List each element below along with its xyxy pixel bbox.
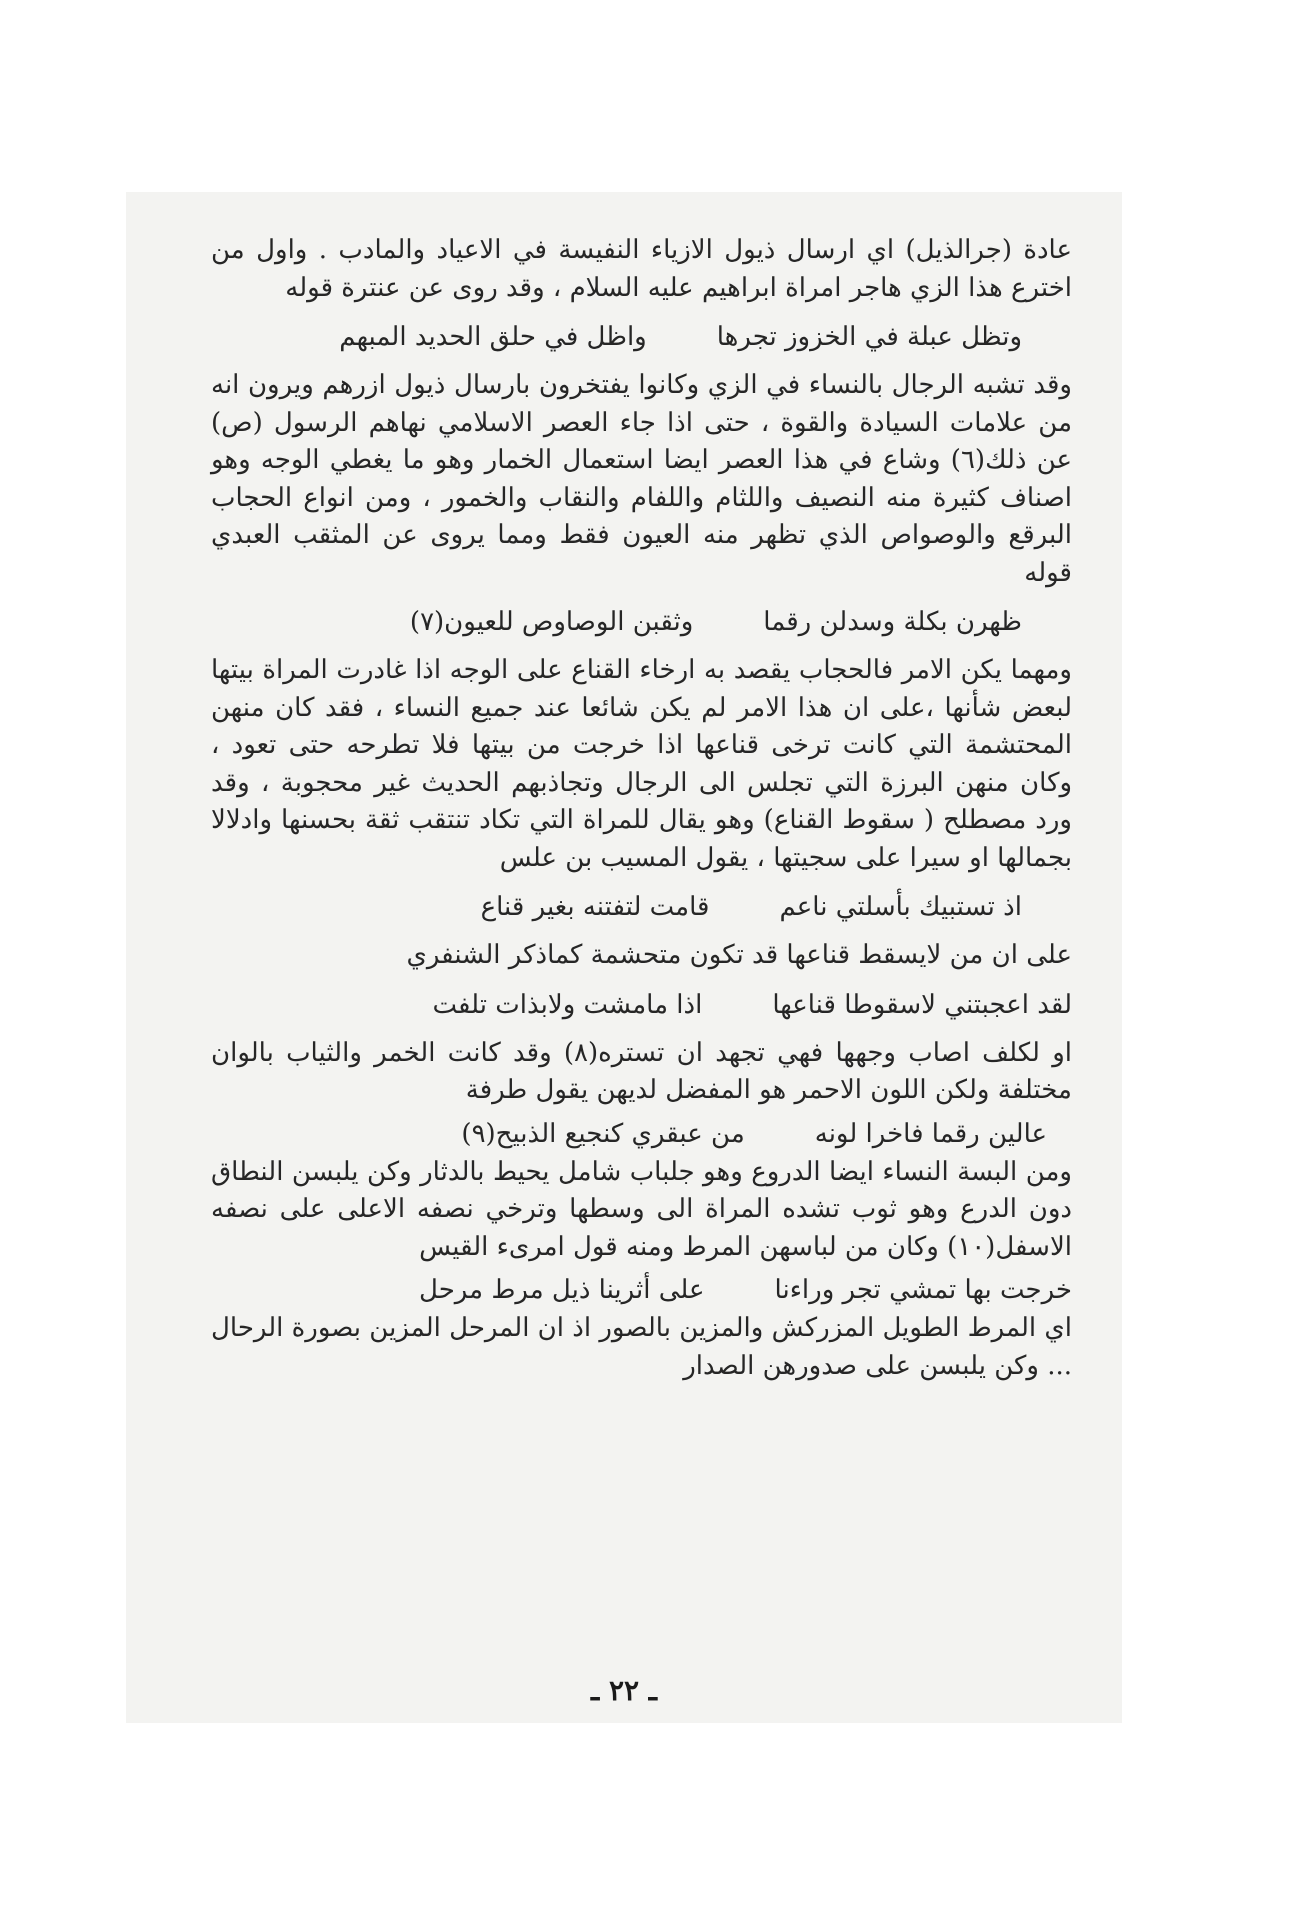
verse-second-hemistich: وثقبن الوصاوص للعيون(٧) — [409, 607, 694, 637]
verse-second-hemistich: من عبقري كنجيع الذبيح(٩) — [461, 1118, 745, 1149]
verse-second-hemistich: قامت لتفتنه بغير قناع — [480, 892, 710, 922]
paragraph-colors: او لكلف اصاب وجهها فهي تجهد ان تستره(٨) وقد كانت الخمر والثياب بالوان مختلفة ولكن اللون الاحمر هو المفضل لديهن يقول طرفة — [211, 1037, 1073, 1105]
verse-antara — [211, 317, 1072, 357]
verse-second-hemistich: على أثرينا ذيل مرط مرحل — [419, 1275, 705, 1305]
paragraph-garments: ومن البسة النساء ايضا الدروع وهو جلباب شامل يحيط بالدثار وكن يلبسن النطاق دون الدرع وهو ثوب تشده المراة الى وسطها وترخي نصفه الاعلى على نصفه الاسفل(١٠) وكان من لباسهن المرط ومنه قول امرىء القيس — [211, 1156, 1072, 1262]
page-body — [211, 232, 1072, 1385]
paragraph-mirt: اي المرط الطويل المزركش والمزين بالصور اذ ان المرحل المزين بصورة الرحال ... وكن يلبسن على صدورهن الصدار — [211, 1313, 1072, 1381]
verse-shanfara — [211, 985, 1072, 1025]
verse-first-hemistich: خرجت بها تمشي تجر وراءنا — [774, 1275, 1072, 1305]
verse-first-hemistich: لقد اعجبتني لاسقوطا قناعها — [772, 989, 1072, 1020]
verse-imru-al-qais — [211, 1270, 1072, 1310]
verse-second-hemistich: واظل في حلق الحديد المبهم — [339, 322, 647, 352]
verse-first-hemistich: اذ تستبيك بأسلتي ناعم — [779, 892, 1022, 922]
verse-first-hemistich: ظهرن بكلة وسدلن رقما — [763, 607, 1022, 637]
book-page — [126, 192, 1122, 1723]
paragraph-hijab: ومهما يكن الامر فالحجاب يقصد به ارخاء القناع على الوجه اذا غادرت المراة بيتها لبعض شأنها ،على ان هذا الامر لم يكن شائعا عند جميع النساء ، فقد كان منهن المحتشمة التي كانت ترخى قناعها اذا خرجت من بيتها فلا تطرحه حتى تعود ، وكان منهن البرزة التي تجلس الى الرجال وتجاذبهم الحديث غير محجوبة ، وقد ورد مصطلح ( سقوط القناع) وهو يقال للمراة التي تكاد تنتقب ثقة بحسنها وادلالا بجمالها او سيرا على سجيتها ، يقول المسيب بن علس — [211, 655, 1072, 873]
page-number: ـ ٢٢ ـ — [591, 1674, 657, 1707]
verse-muthaqqab — [211, 602, 1072, 642]
verse-second-hemistich: اذا مامشت ولابذات تلفت — [432, 989, 703, 1020]
paragraph-men-veils: وقد تشبه الرجال بالنساء في الزي وكانوا يفتخرون بارسال ذيول ازرهم ويرون انه من علامات السيادة والقوة ، حتى اذا جاء العصر الاسلامي نهاهم الرسول (ص) عن ذلك(٦) وشاع في هذا العصر ايضا استعمال الخمار وهو ما يغطي الوجه وهو اصناف كثيرة منه النصيف واللثام واللفام والنقاب والخمور ، ومن انواع الحجاب البرقع والوصواص الذي تظهر منه العيون فقط ومما يروى عن المثقب العبدي قوله — [211, 370, 1072, 588]
paragraph-shanfara: على ان من لايسقط قناعها قد تكون متحشمة كماذكر الشنفري — [406, 940, 1072, 970]
verse-first-hemistich: وتظل عبلة في الخزوز تجرها — [716, 322, 1022, 352]
verse-tarafa — [211, 1114, 1072, 1154]
paragraph-dress-trailing: عادة (جرالذيل) اي ارسال ذيول الازياء النفيسة في الاعياد والمادب . واول من اخترع هذا الزي هاجر امراة ابراهيم عليه السلام ، وقد روى عن عنترة قوله — [211, 235, 1072, 303]
verse-musayyab — [211, 887, 1072, 927]
verse-first-hemistich: عالين رقما فاخرا لونه — [814, 1118, 1047, 1149]
